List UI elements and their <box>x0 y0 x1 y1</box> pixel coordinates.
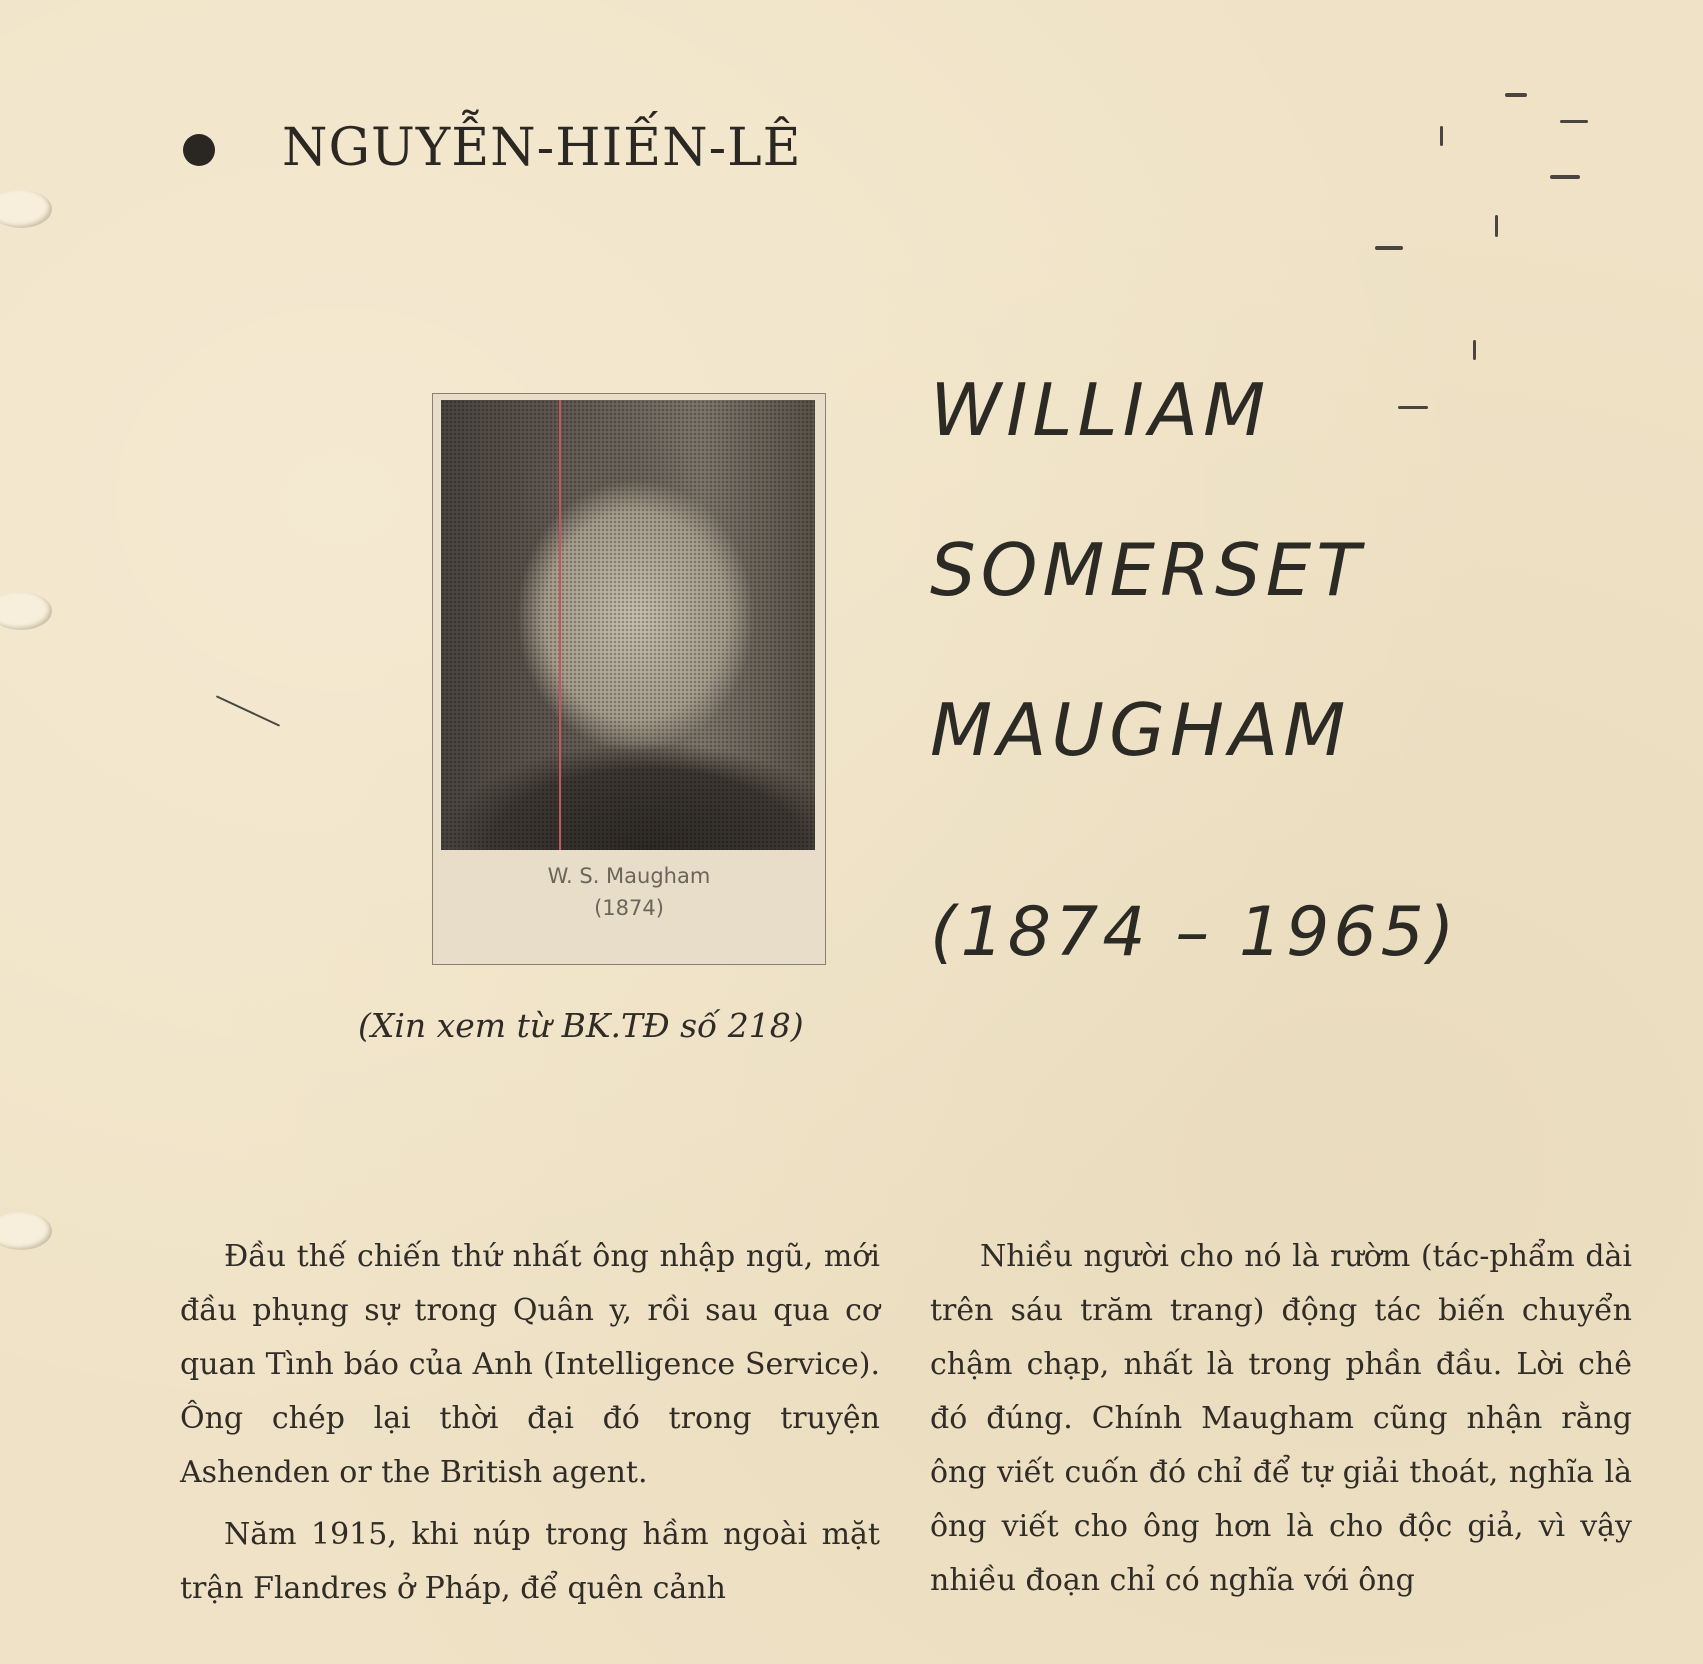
photo-caption <box>433 860 825 924</box>
paragraph: Nhiều người cho nó là rườm (tác-phẩm dài trên sáu trăm trang) động tác biến chuyển chậm chạp, nhất là trong phần đầu. Lời chê đó đúng. Chính Maugham cũng nhận rằng ông viết cuốn đó chỉ để tự giải thoát, nghĩa là ông viết cho ông hơn là cho độc giả, vì vậy nhiều đoạn chỉ có nghĩa với ông <box>930 1239 1632 1598</box>
life-years: (1874 – 1965) <box>930 893 1459 972</box>
photo-caption-name: W. S. Maugham <box>547 864 711 888</box>
paragraph: Đầu thế chiến thứ nhất ông nhập ngũ, mới đầu phụng sự trong Quân y, rồi sau qua cơ quan Tình báo của Anh (Intelligence Service). Ông chép lại thời đại đó trong truyện Ashenden or the British agent. <box>180 1239 880 1490</box>
punch-hole <box>0 1212 52 1250</box>
paragraph: Năm 1915, khi núp trong hầm ngoài mặt trận Flandres ở Pháp, để quên cảnh <box>180 1517 880 1606</box>
punch-hole <box>0 190 52 228</box>
author-name: NGUYỄN-HIẾN-LÊ <box>282 118 802 178</box>
title-line-1: WILLIAM <box>930 368 1271 452</box>
body-column-right <box>930 1230 1632 1616</box>
ink-speck <box>1440 126 1443 146</box>
ink-speck <box>1505 93 1527 97</box>
bullet-icon <box>183 134 215 166</box>
ink-speck <box>1398 406 1428 409</box>
ink-speck <box>216 695 280 726</box>
ink-speck <box>1560 120 1588 123</box>
punch-hole <box>0 592 52 630</box>
ink-speck <box>1375 246 1403 250</box>
portrait-image <box>441 400 815 850</box>
red-line-mark <box>559 400 561 850</box>
ink-speck <box>1495 215 1498 237</box>
photo-caption-year: (1874) <box>594 896 664 920</box>
title-line-2: SOMERSET <box>930 528 1366 612</box>
ink-speck <box>1473 340 1476 360</box>
body-column-left <box>180 1230 880 1624</box>
portrait-photo <box>432 393 826 965</box>
reference-note: (Xin xem từ BK.TĐ số 218) <box>358 1006 804 1045</box>
ink-speck <box>1550 175 1580 179</box>
title-line-3: MAUGHAM <box>930 688 1351 772</box>
